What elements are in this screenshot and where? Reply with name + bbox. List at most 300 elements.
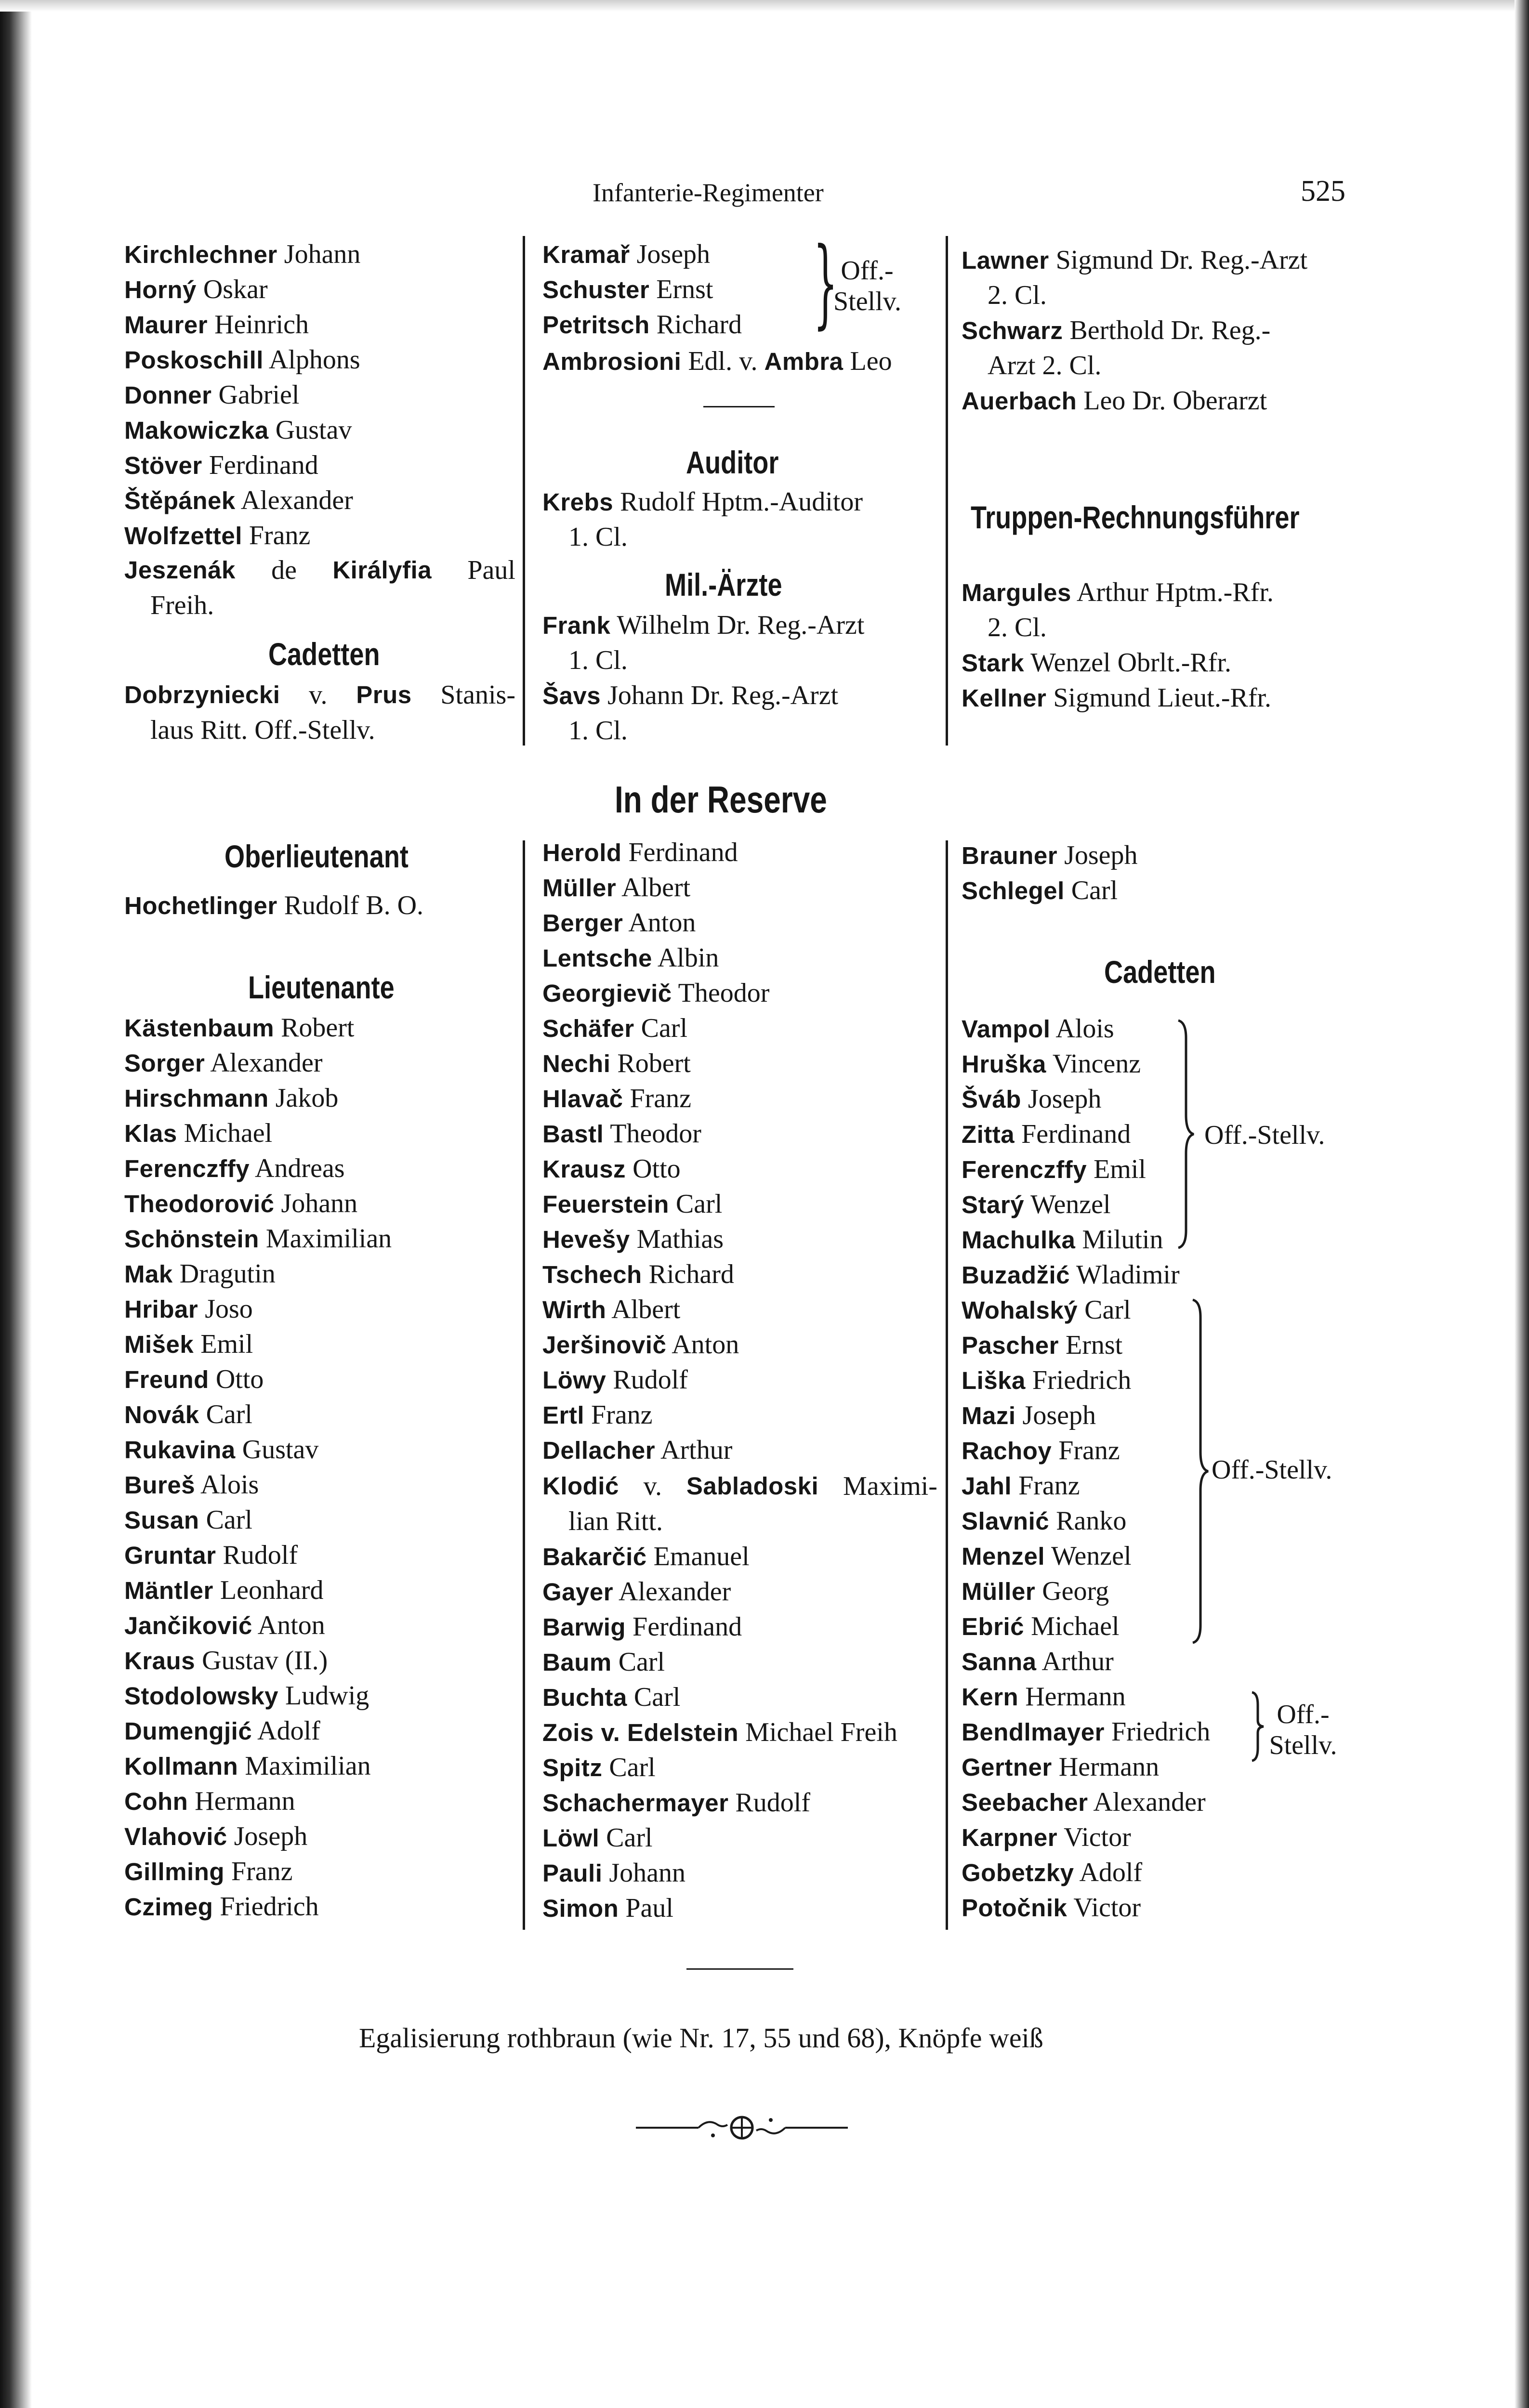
given-name: Joseph	[1028, 1084, 1102, 1114]
surname: Vampol	[962, 1015, 1051, 1043]
name-entry-continuation: 1. Cl.	[568, 522, 628, 552]
surname: Ebrić	[962, 1613, 1025, 1640]
name-entry: Lawner Sigmund Dr. Reg.-Arzt	[962, 245, 1308, 275]
given-name: Friedrich	[1032, 1365, 1132, 1395]
name-entry	[542, 237, 710, 272]
name-entry	[962, 1855, 1142, 1890]
surname: Zitta	[962, 1121, 1015, 1148]
name-entry-continuation: 1. Cl.	[568, 716, 628, 746]
given-name: Adolf	[1079, 1858, 1143, 1887]
brace-note-line: Off.-	[841, 256, 894, 286]
given-name: Rudolf	[735, 1788, 810, 1818]
name-entry	[124, 1749, 371, 1784]
given-name: Arthur	[1041, 1647, 1114, 1676]
surname: Lentsche	[542, 944, 652, 972]
surname: Stodolowsky	[124, 1682, 279, 1710]
surname: Schlegel	[962, 877, 1065, 904]
surname: Štěpánek	[124, 487, 236, 514]
name-entry-continuation: Arzt 2. Cl.	[988, 351, 1102, 380]
name-entry	[962, 838, 1138, 873]
given-name: Johann	[281, 1189, 358, 1218]
name-entry	[962, 1082, 1101, 1117]
given-name: Theodor	[610, 1119, 701, 1149]
brace-note-line: Off.-	[1277, 1700, 1330, 1729]
name-entry	[962, 1117, 1131, 1152]
name-entry	[962, 1187, 1111, 1222]
surname: Bureš	[124, 1471, 196, 1499]
name-entry	[962, 1152, 1146, 1187]
surname: Šváb	[962, 1086, 1021, 1113]
name-entry	[124, 307, 309, 342]
name-entry	[124, 1256, 276, 1292]
given-name: Johann	[609, 1858, 686, 1888]
name-entry	[124, 448, 318, 483]
given-name: Michael Freih	[745, 1717, 897, 1747]
surname: Czimeg	[124, 1893, 213, 1921]
given-name: Carl	[206, 1400, 252, 1429]
surname: Barwig	[542, 1613, 626, 1641]
given-name: Leonhard	[220, 1575, 324, 1605]
surname: Kraus	[124, 1647, 196, 1675]
name-entry	[124, 1714, 320, 1749]
surname: Slavnić	[962, 1507, 1050, 1535]
given-name: Richard	[648, 1259, 734, 1289]
name-entry	[124, 1573, 323, 1608]
given-name: Milutin	[1082, 1225, 1163, 1255]
surname: Schachermayer	[542, 1789, 729, 1817]
brace	[1250, 1690, 1265, 1763]
name-entry	[542, 1398, 653, 1433]
running-header: Infanterie-Regimenter	[593, 178, 824, 207]
name-entry	[124, 1784, 295, 1819]
given-name: Richard	[656, 310, 742, 340]
surname: Novák	[124, 1401, 199, 1428]
given-name: Paul	[625, 1893, 673, 1923]
name-entry	[542, 1327, 739, 1362]
name-entry	[124, 378, 299, 413]
given-name: Andreas	[255, 1153, 345, 1183]
given-name: Maximilian	[245, 1751, 371, 1781]
name-entry	[962, 1468, 1080, 1504]
surname: Müller	[542, 874, 617, 902]
surname: Ertl	[542, 1401, 585, 1429]
section-heading-reserve: In der Reserve	[615, 778, 827, 821]
given-name: Alois	[1055, 1014, 1114, 1044]
surname: Kern	[962, 1683, 1019, 1711]
given-name: Emil	[200, 1329, 253, 1359]
name-entry	[124, 1678, 369, 1714]
given-name: Friedrich	[220, 1892, 319, 1922]
name-entry	[962, 1644, 1114, 1679]
name-entry	[542, 1433, 732, 1468]
name-entry	[962, 873, 1118, 908]
given-name: Franz	[1018, 1471, 1080, 1501]
separator-rule	[703, 406, 775, 407]
given-name: Gabriel	[218, 380, 300, 410]
given-name: Georg	[1042, 1576, 1109, 1606]
surname: Mäntler	[124, 1577, 213, 1604]
name-entry	[542, 1820, 653, 1856]
brace-note-line: Stellv.	[1269, 1730, 1337, 1760]
given-name: Mathias	[636, 1224, 724, 1254]
column-rule	[523, 236, 525, 746]
surname: Bakarčić	[542, 1543, 647, 1570]
name-entry	[542, 307, 742, 342]
surname: Gobetzky	[962, 1859, 1074, 1886]
given-name: Gustav	[242, 1435, 319, 1465]
name-entry	[542, 1574, 731, 1610]
surname: Jeršinovič	[542, 1331, 667, 1359]
name-entry	[542, 1257, 734, 1292]
given-name: Albin	[657, 943, 719, 973]
given-name: Franz	[591, 1400, 653, 1430]
given-name: Michael	[184, 1118, 273, 1148]
surname: Müller	[962, 1578, 1036, 1605]
given-name: Maximilian	[265, 1224, 392, 1254]
given-name: Gustav (II.)	[202, 1646, 328, 1675]
given-name: Emil	[1094, 1154, 1146, 1184]
surname: Sanna	[962, 1648, 1037, 1675]
name-entry	[124, 518, 310, 553]
surname: Zois v. Edelstein	[542, 1719, 739, 1746]
surname: Wohalský	[962, 1296, 1078, 1324]
given-name: Anton	[628, 908, 696, 938]
name-entry	[124, 1608, 325, 1643]
column-rule	[946, 840, 948, 1930]
name-entry	[124, 1397, 252, 1432]
brace: }	[813, 227, 838, 339]
name-entry-continuation: laus Ritt. Off.-Stellv.	[150, 715, 375, 745]
name-entry	[962, 1047, 1141, 1082]
name-entry	[542, 870, 690, 905]
surname: Pascher	[962, 1332, 1059, 1359]
section-heading-reserve-cadetten: Cadetten	[1104, 954, 1216, 990]
name-entry-continuation: 2. Cl.	[988, 613, 1047, 642]
surname: Horný	[124, 276, 197, 303]
brace-note	[833, 255, 901, 317]
surname: Schönstein	[124, 1225, 259, 1253]
name-entry	[542, 1292, 680, 1327]
name-entry	[124, 1116, 272, 1151]
name-entry	[124, 1327, 253, 1362]
given-name: Albert	[611, 1295, 681, 1324]
page-edge-top	[0, 0, 1529, 12]
surname: Georgievič	[542, 980, 672, 1007]
name-entry	[124, 1186, 357, 1221]
given-name: Carl	[609, 1753, 656, 1782]
surname: Berger	[542, 909, 623, 937]
given-name: Franz	[231, 1857, 293, 1886]
surname: Sorger	[124, 1049, 205, 1077]
ornament-divider	[636, 2113, 848, 2142]
name-entry	[542, 1116, 701, 1152]
given-name: Oskar	[203, 275, 268, 304]
surname: Petritsch	[542, 311, 650, 339]
name-entry	[962, 1433, 1120, 1468]
name-entry	[962, 1257, 1180, 1293]
given-name: Alexander	[1093, 1787, 1206, 1817]
name-entry	[542, 1081, 691, 1116]
given-name: Hermann	[1025, 1682, 1126, 1712]
name-entry	[962, 1679, 1126, 1714]
given-name: Carl	[633, 1682, 681, 1712]
name-entry	[962, 1363, 1131, 1398]
surname: Kollmann	[124, 1753, 238, 1780]
name-entry	[542, 905, 696, 941]
name-entry	[124, 1151, 345, 1186]
surname: Schuster	[542, 276, 650, 303]
name-entry	[124, 1503, 252, 1538]
surname: Karpner	[962, 1824, 1058, 1851]
name-entry	[124, 1643, 328, 1678]
name-entry	[962, 1328, 1122, 1363]
name-entry	[962, 1504, 1126, 1539]
surname: Jančiković	[124, 1612, 252, 1639]
surname: Dellacher	[542, 1437, 656, 1464]
name-entry-continuation: lian Ritt.	[568, 1506, 663, 1536]
given-name: Joseph	[1022, 1400, 1096, 1430]
section-heading-lieutenante: Lieutenante	[248, 969, 395, 1005]
given-name: Alexander	[210, 1048, 323, 1078]
surname: Freund	[124, 1366, 209, 1393]
name-entry	[542, 1610, 742, 1645]
name-entry-continuation: 1. Cl.	[568, 645, 628, 675]
given-name: Vincenz	[1052, 1049, 1141, 1079]
name-entry	[542, 1785, 810, 1820]
surname: Kramař	[542, 241, 630, 268]
given-name: Carl	[675, 1189, 723, 1219]
surname: Menzel	[962, 1543, 1045, 1570]
name-entry	[542, 1856, 685, 1891]
egalisierung-note: Egalisierung rothbraun (wie Nr. 17, 55 und 68), Knöpfe weiß	[359, 2022, 1043, 2054]
surname: Löwy	[542, 1366, 606, 1394]
surname: Brauner	[962, 842, 1058, 869]
name-entry: Klodić v. Sabladoski Maximi-	[542, 1471, 937, 1501]
surname: Ferenczffy	[124, 1155, 250, 1182]
name-entry: Šavs Johann Dr. Reg.-Arzt	[542, 681, 839, 710]
surname: Makowiczka	[124, 417, 269, 444]
given-name: Anton	[672, 1330, 739, 1360]
surname: Susan	[124, 1506, 199, 1534]
given-name: Otto	[633, 1154, 681, 1184]
name-entry	[124, 1362, 264, 1397]
name-entry	[542, 1046, 691, 1081]
given-name: Robert	[617, 1048, 691, 1078]
name-entry	[542, 835, 738, 870]
name-entry	[124, 237, 360, 272]
given-name: Hermann	[1058, 1752, 1160, 1782]
name-entry	[124, 1854, 293, 1889]
given-name: Ernst	[656, 275, 713, 304]
name-entry	[962, 1714, 1210, 1750]
surname: Mak	[124, 1260, 173, 1288]
given-name: Alphons	[268, 345, 360, 375]
surname: Krausz	[542, 1155, 626, 1183]
surname: Starý	[962, 1191, 1025, 1218]
name-entry: Kellner Sigmund Lieut.-Rfr.	[962, 683, 1272, 713]
given-name: Victor	[1073, 1893, 1141, 1923]
section-heading-cadetten: Cadetten	[268, 636, 380, 672]
surname: Kästenbaum	[124, 1014, 275, 1042]
surname: Hlavač	[542, 1085, 623, 1112]
surname: Stöver	[124, 452, 202, 479]
surname: Liška	[962, 1367, 1026, 1394]
name-entry: Frank Wilhelm Dr. Reg.-Arzt	[542, 610, 865, 640]
given-name: Hermann	[195, 1786, 295, 1816]
given-name: Franz	[630, 1084, 691, 1113]
given-name: Albert	[621, 873, 691, 903]
given-name: Otto	[215, 1364, 264, 1394]
separator-rule	[686, 1968, 793, 1970]
given-name: Joseph	[1064, 840, 1138, 870]
surname: Schäfer	[542, 1015, 634, 1042]
surname: Nechi	[542, 1050, 611, 1077]
given-name: Ludwig	[285, 1681, 369, 1711]
surname: Baum	[542, 1649, 612, 1676]
given-name: Carl	[1084, 1295, 1131, 1325]
surname: Ferenczffy	[962, 1156, 1087, 1183]
surname: Gillming	[124, 1858, 224, 1885]
surname: Donner	[124, 381, 212, 409]
given-name: Joso	[205, 1294, 253, 1324]
given-name: Johann	[284, 239, 361, 269]
name-entry	[962, 1011, 1114, 1047]
name-entry	[962, 1222, 1163, 1257]
given-name: Heinrich	[214, 310, 309, 340]
given-name: Alexander	[240, 485, 353, 515]
given-name: Ernst	[1065, 1330, 1123, 1360]
surname: Bendlmayer	[962, 1718, 1105, 1746]
name-entry	[542, 1362, 688, 1398]
surname: Dumengjić	[124, 1717, 252, 1745]
name-entry	[542, 272, 713, 307]
surname: Feuerstein	[542, 1191, 669, 1218]
brace-note: Off.-Stellv.	[1212, 1455, 1332, 1485]
given-name: Ferdinand	[628, 838, 738, 867]
name-entry	[542, 1011, 687, 1046]
name-entry	[542, 1187, 722, 1222]
name-entry	[124, 1467, 259, 1503]
given-name: Carl	[606, 1823, 653, 1853]
name-entry	[124, 1046, 323, 1081]
surname: Tschech	[542, 1261, 642, 1288]
surname: Rukavina	[124, 1436, 236, 1464]
name-entry	[962, 1574, 1109, 1609]
given-name: Dragutin	[179, 1259, 276, 1289]
given-name: Carl	[206, 1505, 252, 1535]
name-entry	[124, 413, 352, 448]
surname: Buchta	[542, 1684, 627, 1711]
name-entry-continuation: 2. Cl.	[988, 280, 1047, 310]
surname: Potočnik	[962, 1894, 1068, 1922]
given-name: Jakob	[275, 1083, 339, 1113]
surname: Gruntar	[124, 1542, 216, 1569]
name-entry	[124, 1819, 307, 1854]
surname: Buzadžić	[962, 1261, 1070, 1289]
name-entry	[962, 1890, 1141, 1925]
name-entry: Hochetlinger Rudolf B. O.	[124, 890, 424, 920]
surname: Maurer	[124, 311, 208, 339]
given-name: Ranko	[1056, 1506, 1127, 1536]
name-entry	[542, 1222, 724, 1257]
brace-note	[1267, 1699, 1339, 1761]
name-entry	[542, 1152, 681, 1187]
given-name: Adolf	[257, 1716, 320, 1746]
surname: Jahl	[962, 1472, 1012, 1500]
surname: Hirschmann	[124, 1085, 269, 1112]
given-name: Carl	[641, 1013, 688, 1043]
surname: Bastl	[542, 1120, 604, 1148]
name-entry-continuation: Freih.	[150, 590, 214, 620]
name-entry: Margules Arthur Hptm.-Rfr.	[962, 577, 1274, 607]
name-entry: Ambrosioni Edl. v. Ambra Leo	[542, 346, 892, 376]
surname: Rachoy	[962, 1437, 1052, 1465]
given-name: Rudolf	[223, 1540, 298, 1570]
name-entry	[962, 1750, 1159, 1785]
surname: Simon	[542, 1895, 619, 1922]
name-entry	[124, 1221, 392, 1256]
surname: Machulka	[962, 1226, 1076, 1254]
name-entry	[542, 941, 719, 976]
brace	[1190, 1298, 1209, 1645]
surname: Mazi	[962, 1402, 1016, 1429]
name-entry: Stark Wenzel Obrlt.-Rfr.	[962, 648, 1231, 678]
given-name: Carl	[1071, 876, 1118, 905]
column-rule	[523, 840, 525, 1930]
brace-note: Off.-Stellv.	[1204, 1120, 1325, 1150]
name-entry	[542, 1680, 680, 1715]
name-entry	[124, 1010, 355, 1046]
given-name: Arthur	[660, 1435, 733, 1465]
given-name: Gustav	[275, 415, 352, 445]
surname: Wirth	[542, 1296, 606, 1323]
name-entry	[542, 976, 769, 1011]
name-entry	[962, 1609, 1120, 1644]
surname: Vlahović	[124, 1823, 227, 1850]
given-name: Victor	[1064, 1822, 1131, 1852]
given-name: Robert	[281, 1013, 355, 1043]
name-entry: Schwarz Berthold Dr. Reg.-	[962, 315, 1271, 345]
name-entry	[124, 342, 360, 378]
surname: Gayer	[542, 1578, 614, 1606]
given-name: Franz	[249, 521, 311, 550]
name-entry	[542, 1715, 897, 1750]
given-name: Carl	[618, 1647, 665, 1677]
given-name: Rudolf	[613, 1365, 688, 1395]
page-edge-right	[1515, 0, 1529, 2408]
name-entry: Jeszenák de Királyfia Paul	[124, 555, 515, 585]
surname: Wolfzettel	[124, 522, 242, 550]
surname: Theodorović	[124, 1190, 275, 1217]
name-entry	[542, 1750, 656, 1785]
name-entry	[124, 1081, 338, 1116]
surname: Cohn	[124, 1788, 188, 1815]
surname: Hribar	[124, 1296, 198, 1323]
name-entry	[124, 1538, 298, 1573]
name-entry: Auerbach Leo Dr. Oberarzt	[962, 386, 1267, 416]
name-entry	[124, 1292, 253, 1327]
surname: Kirchlechner	[124, 241, 277, 268]
given-name: Emanuel	[653, 1542, 750, 1571]
name-entry	[124, 272, 268, 307]
name-entry	[962, 1293, 1131, 1328]
given-name: Wenzel	[1030, 1190, 1111, 1219]
given-name: Ferdinand	[1021, 1119, 1131, 1149]
surname: Löwl	[542, 1824, 600, 1852]
name-entry	[962, 1785, 1206, 1820]
given-name: Wladimir	[1076, 1260, 1180, 1290]
section-heading-truppen-rechnungsfuehrer: Truppen-Rechnungsführer	[971, 499, 1300, 535]
